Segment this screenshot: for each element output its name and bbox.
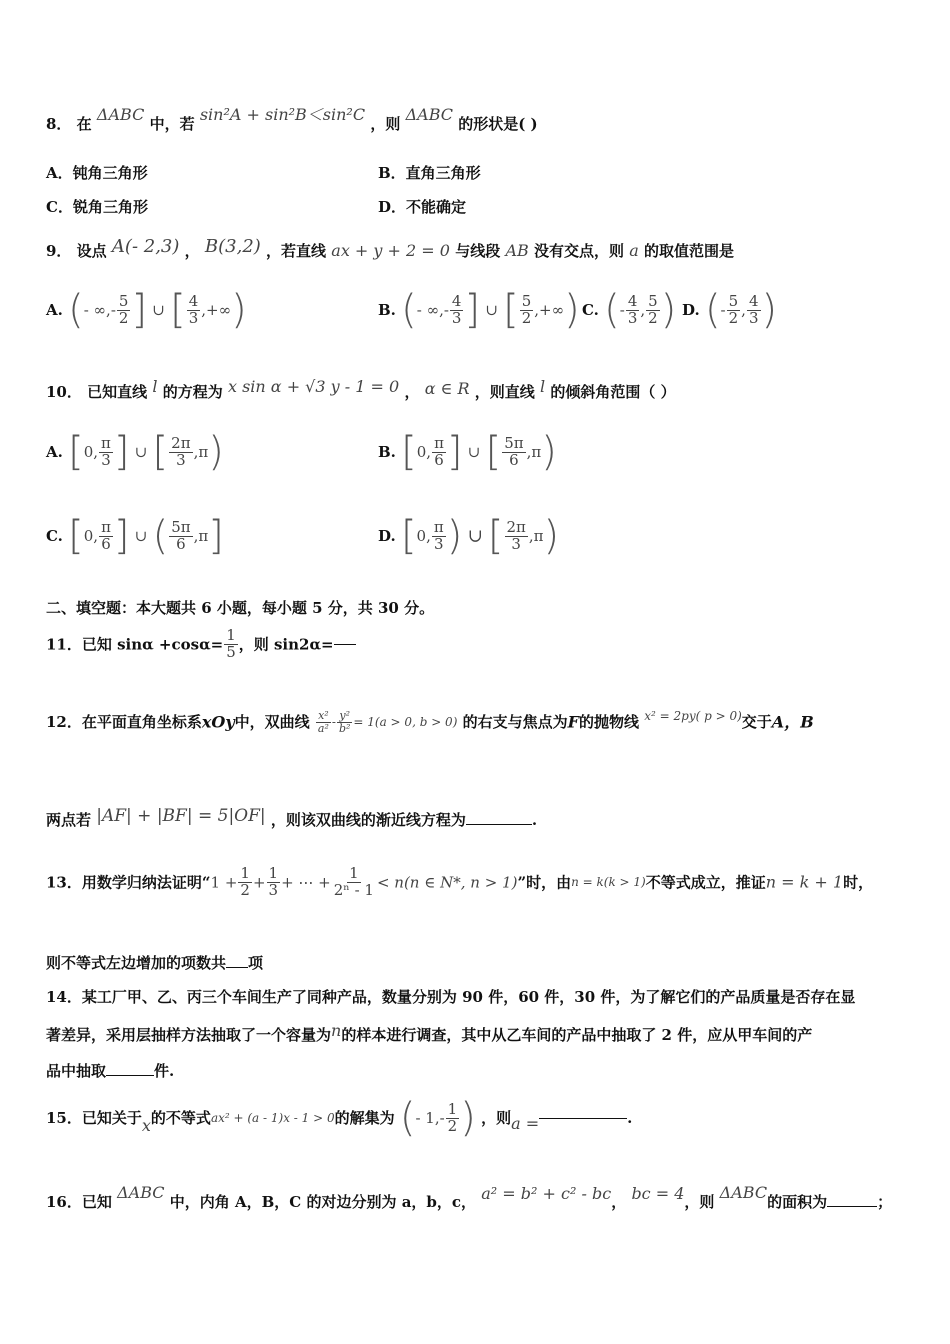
paren-open: ( bbox=[604, 287, 620, 333]
q9-option-c bbox=[582, 287, 677, 333]
bracket-open: [ bbox=[152, 429, 169, 475]
numerator: 1 bbox=[268, 864, 279, 882]
q12-text: 交于 bbox=[741, 713, 772, 732]
option-label: D. bbox=[682, 301, 700, 319]
union-symbol: ∪ bbox=[467, 443, 481, 461]
q12-math-condition: = 1(a > 0, b > 0) bbox=[353, 714, 458, 729]
denominator: 6 bbox=[101, 534, 111, 553]
fraction bbox=[316, 710, 331, 734]
interval-text: ,+∞ bbox=[534, 301, 565, 319]
q10-text: ，则直线 bbox=[474, 383, 535, 401]
numerator: π bbox=[434, 433, 444, 452]
q10-option-b bbox=[378, 429, 557, 475]
q8-option-d: D．不能确定 bbox=[378, 198, 467, 216]
q13-text: 不等式成立，推证 bbox=[645, 873, 766, 892]
q9-text: 没有交点，则 bbox=[534, 242, 625, 260]
numerator: 4 bbox=[188, 291, 199, 310]
q10-math-l: l bbox=[152, 377, 158, 396]
denominator: 6 bbox=[176, 534, 186, 553]
q9-option-a bbox=[46, 287, 247, 333]
fraction bbox=[224, 628, 238, 661]
q12-math-points: A，B bbox=[771, 712, 814, 732]
union-symbol: ∪ bbox=[467, 525, 483, 547]
numerator: 5 bbox=[648, 291, 658, 310]
denominator: 3 bbox=[188, 308, 199, 327]
q11-number: 11． bbox=[46, 635, 82, 654]
q12-text: 两点若 bbox=[46, 811, 92, 829]
interval-text: , bbox=[640, 301, 646, 319]
fraction bbox=[332, 866, 376, 899]
bracket-close: ] bbox=[464, 287, 481, 333]
denominator: 3 bbox=[627, 308, 638, 327]
fraction bbox=[169, 433, 192, 469]
q9-math-segment: AB bbox=[505, 241, 529, 260]
interval-text: - 1,- bbox=[415, 1109, 445, 1127]
denominator: a² bbox=[317, 721, 329, 735]
q12-text: ，则该双曲线的渐近线方程为 bbox=[270, 811, 466, 829]
q10-number: 10． bbox=[46, 383, 82, 401]
q8-number: 8． bbox=[46, 115, 72, 133]
question-11 bbox=[46, 628, 356, 661]
q12-math-xoy: xOy bbox=[201, 712, 235, 732]
option-label: C. bbox=[582, 301, 599, 319]
q13-text: 用数学归纳法证明“ bbox=[81, 873, 211, 892]
interval-text: 0, bbox=[83, 527, 99, 545]
fraction bbox=[99, 433, 113, 469]
q8-math-triangle: ΔABC bbox=[96, 105, 145, 124]
denominator: 2 bbox=[728, 308, 739, 327]
bracket-open: [ bbox=[485, 429, 502, 475]
q12-number: 12． bbox=[46, 713, 82, 732]
q16-number: 16． bbox=[46, 1193, 82, 1211]
bracket-open: [ bbox=[400, 513, 417, 559]
interval-text: - ∞,- bbox=[416, 301, 449, 319]
numerator: 5π bbox=[171, 517, 191, 536]
bracket-close: ] bbox=[208, 513, 224, 559]
numerator: π bbox=[101, 433, 111, 452]
numerator: x² bbox=[318, 709, 329, 722]
question-10 bbox=[46, 377, 676, 401]
q8-option-c: C．锐角三角形 bbox=[46, 198, 148, 216]
q16-text: 的面积为 bbox=[767, 1193, 828, 1211]
numerator: 4 bbox=[451, 291, 462, 310]
option-label: A. bbox=[46, 443, 63, 461]
numerator: 5 bbox=[521, 291, 532, 310]
denominator: 3 bbox=[176, 450, 186, 469]
q12-text: 的抛物线 bbox=[578, 713, 639, 732]
fraction bbox=[502, 433, 525, 469]
denominator: 3 bbox=[101, 450, 111, 469]
question-12 bbox=[46, 710, 814, 734]
bracket-close: ] bbox=[113, 513, 130, 559]
q13-math-dots: + ⋯ + bbox=[281, 873, 331, 892]
paren-close: ) bbox=[541, 429, 557, 475]
bracket-open: [ bbox=[503, 287, 519, 333]
interval-text: 0, bbox=[416, 443, 432, 461]
interval-text: - bbox=[619, 301, 625, 319]
denominator: 3 bbox=[748, 308, 759, 327]
numerator: 5π bbox=[504, 433, 524, 452]
bracket-open: [ bbox=[68, 429, 84, 475]
denominator: 6 bbox=[434, 450, 444, 469]
q14-text: 著差异，采用层抽样方法抽取了一个容量为 bbox=[46, 1026, 332, 1044]
q8-math-triangle: ΔABC bbox=[405, 105, 453, 124]
q16-math-triangle: ΔABC bbox=[719, 1183, 768, 1202]
q9-text: 的取值范围是 bbox=[644, 242, 735, 260]
paren-close: ) bbox=[446, 513, 463, 559]
q13-math-condition: < n(n ∈ N*, n > 1) bbox=[376, 873, 518, 892]
q16-text: ， bbox=[611, 1193, 627, 1211]
question-14-line-2 bbox=[46, 1021, 813, 1044]
union-symbol: ∪ bbox=[134, 443, 148, 461]
question-9 bbox=[46, 236, 735, 262]
q12-text: . bbox=[531, 811, 538, 829]
fraction bbox=[747, 291, 761, 327]
interval-text: ,π bbox=[528, 527, 544, 545]
option-label: B. bbox=[378, 301, 396, 319]
q13-text: 时， bbox=[843, 873, 874, 892]
q15-math-inequality: ax² + (a - 1)x - 1 > 0 bbox=[210, 1110, 335, 1125]
q15-text: 的不等式 bbox=[150, 1109, 211, 1127]
interval-text: - bbox=[720, 301, 726, 319]
interval-text: ,π bbox=[193, 443, 209, 461]
q15-number: 15． bbox=[46, 1109, 82, 1127]
q13-math-sum: 1 + bbox=[210, 873, 238, 892]
interval-text: - ∞,- bbox=[83, 301, 116, 319]
q8-text: ，则 bbox=[370, 115, 401, 133]
option-label: C. bbox=[46, 527, 63, 545]
q15-text: 的解集为 bbox=[334, 1109, 395, 1127]
fraction bbox=[626, 291, 640, 327]
numerator: 5 bbox=[728, 291, 739, 310]
paren-close: ) bbox=[208, 429, 224, 475]
question-12-line-2 bbox=[46, 806, 538, 830]
q9-text: 设点 bbox=[76, 242, 107, 260]
q16-math-triangle: ΔABC bbox=[117, 1183, 165, 1202]
q12-math-parabola: x² = 2py( p > 0) bbox=[644, 709, 742, 724]
fraction bbox=[337, 710, 352, 734]
denominator: b² bbox=[338, 721, 351, 735]
q10-text: ， bbox=[404, 383, 420, 401]
q9-math-line: ax + y + 2 = 0 bbox=[331, 241, 450, 260]
q10-math-alpha: α ∈ R bbox=[424, 379, 470, 398]
q12-text: 中，双曲线 bbox=[234, 713, 310, 732]
q15-math-a: a = bbox=[511, 1114, 540, 1134]
denominator: 3 bbox=[434, 534, 444, 553]
answer-blank[interactable] bbox=[466, 824, 532, 825]
paren-open: ( bbox=[704, 287, 721, 333]
q9-option-b bbox=[378, 287, 580, 333]
denominator: 2 bbox=[648, 308, 658, 327]
fraction bbox=[117, 291, 131, 327]
denominator: 3 bbox=[268, 880, 279, 899]
denominator: 3 bbox=[451, 308, 462, 327]
q13-text: 则不等式左边增加的项数共 bbox=[46, 954, 227, 972]
q9-math-point-b: B(3,2) bbox=[204, 236, 261, 257]
question-14-line-3 bbox=[46, 1062, 174, 1080]
paren-open: ( bbox=[152, 513, 169, 559]
q9-text: 与线段 bbox=[455, 242, 501, 260]
q12-math-distance: |AF| + |BF| = 5|OF| bbox=[96, 806, 266, 826]
q10-text: 的倾斜角范围（ ） bbox=[550, 383, 676, 401]
q10-math-l: l bbox=[540, 377, 546, 396]
fraction bbox=[99, 517, 113, 553]
denominator: 2 bbox=[118, 308, 129, 327]
bracket-open: [ bbox=[68, 513, 84, 559]
union-symbol: ∪ bbox=[134, 527, 148, 545]
q8-option-a: A．钝角三角形 bbox=[46, 164, 148, 182]
question-14: 14．某工厂甲、乙、丙三个车间生产了同种产品，数量分别为 90 件，60 件，30 件，为了解它们的产品质量是否存在显 bbox=[46, 988, 856, 1006]
q11-text: 已知 sinα +cosα= bbox=[81, 635, 224, 654]
question-13-line-2 bbox=[46, 954, 263, 972]
q9-text: ，若直线 bbox=[266, 242, 327, 260]
numerator: y² bbox=[339, 709, 350, 722]
q10-option-c bbox=[46, 513, 224, 559]
plus-sign: + bbox=[252, 873, 266, 892]
paren-open: ( bbox=[401, 287, 417, 333]
option-label: D. bbox=[378, 527, 396, 545]
fraction bbox=[450, 291, 464, 327]
denominator: 2 bbox=[240, 880, 250, 899]
q16-math-bc: bc = 4 bbox=[631, 1184, 685, 1203]
q10-text: 的方程为 bbox=[162, 383, 223, 401]
q9-text: ， bbox=[184, 242, 200, 260]
q14-text: 的样本进行调查，其中从乙车间的产品中抽取了 2 件，应从甲车间的产 bbox=[341, 1026, 813, 1044]
paren-close: ) bbox=[564, 287, 580, 333]
numerator: 4 bbox=[627, 291, 638, 310]
denominator: 2 bbox=[447, 1116, 458, 1135]
numerator: 5 bbox=[118, 291, 129, 310]
interval-text: ,+∞ bbox=[201, 301, 232, 319]
question-13 bbox=[46, 866, 873, 899]
q13-text: ”时，由 bbox=[517, 873, 572, 892]
union-symbol: ∪ bbox=[485, 301, 498, 319]
paren-close: ) bbox=[231, 287, 247, 333]
paren-open: ( bbox=[68, 287, 84, 333]
answer-blank[interactable] bbox=[539, 1118, 627, 1119]
answer-blank[interactable] bbox=[827, 1206, 877, 1207]
q9-option-d bbox=[682, 287, 778, 333]
q16-text: 已知 bbox=[81, 1193, 112, 1211]
fraction bbox=[238, 866, 252, 899]
q15-math-x: x bbox=[141, 1116, 151, 1136]
section-heading: 二、填空题：本大题共 6 小题，每小题 5 分，共 30 分。 bbox=[46, 599, 435, 617]
q13-math-k1: n = k + 1 bbox=[765, 872, 844, 892]
bracket-close: ] bbox=[131, 287, 148, 333]
q9-math-point-a: A(- 2,3) bbox=[111, 236, 180, 257]
q10-option-d bbox=[378, 513, 560, 559]
q11-text: ，则 sin2α= bbox=[238, 635, 334, 654]
interval-text: 0, bbox=[83, 443, 99, 461]
q14-math-n: n bbox=[331, 1021, 342, 1040]
q10-text: 已知直线 bbox=[87, 383, 148, 401]
fraction bbox=[432, 517, 446, 553]
q8-text: 的形状是( ) bbox=[458, 115, 538, 133]
answer-blank[interactable] bbox=[106, 1075, 154, 1076]
fraction bbox=[187, 291, 201, 327]
interval-text: ,π bbox=[526, 443, 542, 461]
option-label: B. bbox=[378, 443, 396, 461]
bracket-close: ] bbox=[446, 429, 463, 475]
q15-text: . bbox=[627, 1109, 633, 1127]
bracket-open: [ bbox=[401, 429, 417, 475]
paren-close: ) bbox=[460, 1095, 476, 1141]
answer-blank[interactable] bbox=[226, 967, 248, 968]
q10-option-a bbox=[46, 429, 224, 475]
q9-math-a: a bbox=[629, 241, 639, 260]
interval-text: , bbox=[741, 301, 746, 319]
q12-text: 在平面直角坐标系 bbox=[81, 713, 202, 732]
denominator: 5 bbox=[226, 642, 236, 661]
numerator: π bbox=[101, 517, 111, 536]
q8-math-condition: sin²A + sin²B＜sin²C bbox=[199, 105, 366, 124]
denominator: 2ⁿ - 1 bbox=[333, 880, 374, 899]
paren-close: ) bbox=[660, 287, 677, 333]
fraction bbox=[432, 433, 446, 469]
paren-close: ) bbox=[543, 513, 560, 559]
denominator: 3 bbox=[511, 534, 521, 553]
q8-text: 中，若 bbox=[149, 115, 195, 133]
q15-text: ，则 bbox=[481, 1109, 512, 1127]
q13-math-k: n = k(k > 1) bbox=[571, 875, 646, 890]
q8-option-b: B．直角三角形 bbox=[378, 164, 481, 182]
union-symbol: ∪ bbox=[152, 301, 165, 319]
q16-text: 中，内角 A，B，C 的对边分别为 a，b，c， bbox=[169, 1193, 477, 1211]
numerator: 2π bbox=[506, 517, 526, 536]
fraction bbox=[169, 517, 192, 553]
fraction bbox=[267, 866, 281, 899]
numerator: 1 bbox=[226, 626, 236, 644]
numerator: π bbox=[433, 517, 444, 536]
bracket-open: [ bbox=[487, 513, 504, 559]
fraction bbox=[505, 517, 528, 553]
paren-close: ) bbox=[761, 287, 778, 333]
q14-text: 品中抽取 bbox=[46, 1062, 107, 1080]
minus-sign: - bbox=[331, 714, 336, 729]
q9-number: 9． bbox=[46, 242, 72, 260]
question-16 bbox=[46, 1183, 893, 1211]
q16-text: ，则 bbox=[684, 1193, 715, 1211]
denominator: 2 bbox=[521, 308, 532, 327]
q10-math-equation: x sin α + √3 y - 1 = 0 bbox=[227, 377, 400, 396]
interval-text: ,π bbox=[193, 527, 209, 545]
fraction bbox=[446, 1099, 460, 1135]
q15-text: 已知关于 bbox=[81, 1109, 142, 1127]
q12-math-f: F bbox=[567, 712, 579, 732]
fraction bbox=[727, 291, 741, 327]
q13-text: 项 bbox=[248, 954, 264, 972]
numerator: 1 bbox=[349, 864, 359, 882]
question-15 bbox=[46, 1095, 633, 1141]
interval-text: 0, bbox=[416, 527, 431, 545]
numerator: 2π bbox=[171, 433, 191, 452]
numerator: 1 bbox=[447, 1099, 458, 1118]
q16-text: ； bbox=[877, 1193, 893, 1211]
fraction bbox=[520, 291, 534, 327]
option-label: A. bbox=[46, 301, 63, 319]
q14-text: 件. bbox=[154, 1062, 175, 1080]
question-8 bbox=[46, 105, 538, 133]
numerator: 1 bbox=[240, 864, 250, 882]
fraction bbox=[646, 291, 660, 327]
q12-text: 的右支与焦点为 bbox=[462, 713, 568, 732]
q8-text: 在 bbox=[76, 115, 92, 133]
paren-open: ( bbox=[399, 1095, 416, 1141]
bracket-close: ] bbox=[113, 429, 130, 475]
numerator: 4 bbox=[748, 291, 759, 310]
denominator: 6 bbox=[509, 450, 519, 469]
answer-blank[interactable] bbox=[334, 644, 356, 645]
bracket-open: [ bbox=[170, 287, 186, 333]
q13-number: 13． bbox=[46, 873, 82, 892]
q16-math-equation: a² = b² + c² - bc bbox=[481, 1184, 612, 1203]
